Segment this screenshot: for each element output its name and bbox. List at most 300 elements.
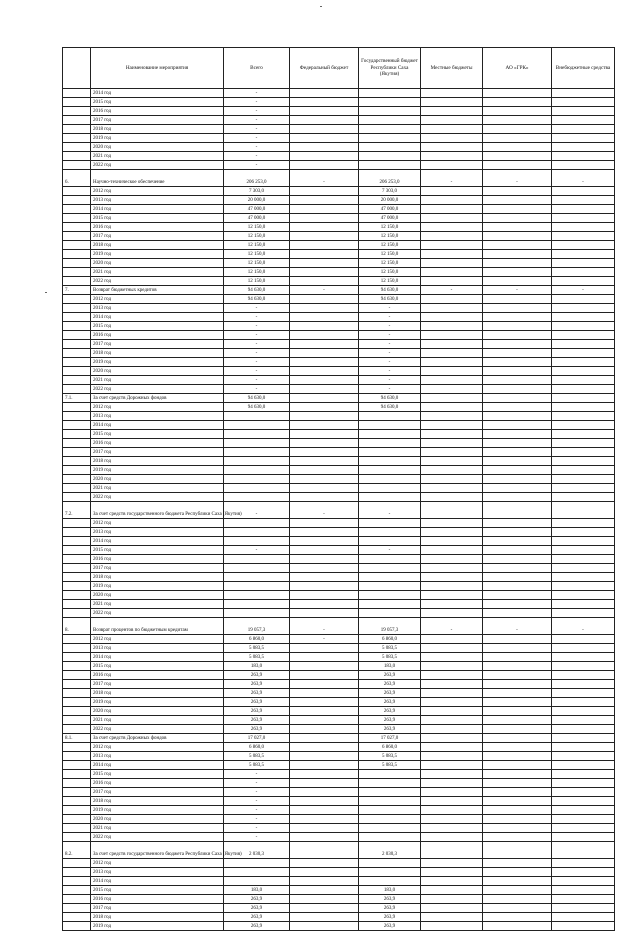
- row-state: -: [359, 502, 421, 519]
- row-activity: За счет средств Дорожных фондов: [91, 394, 224, 403]
- row-number: [63, 591, 91, 600]
- row-total: 263,9: [224, 895, 290, 904]
- row-total: -: [224, 116, 290, 125]
- row-local: [421, 421, 483, 430]
- table-row-year: [63, 591, 615, 600]
- row-extra: [552, 475, 615, 484]
- row-number: [63, 116, 91, 125]
- row-number: [63, 519, 91, 528]
- row-grk: [483, 457, 552, 466]
- table-row-year: [63, 214, 615, 223]
- row-state: [359, 457, 421, 466]
- row-extra: [552, 913, 615, 922]
- row-total: 17 027,0: [224, 734, 290, 743]
- row-number: [63, 466, 91, 475]
- table-row-item: [63, 734, 615, 743]
- row-activity: 2015 год: [91, 430, 224, 439]
- row-state: -: [359, 313, 421, 322]
- table-row-year: [63, 484, 615, 493]
- table-row-year: [63, 859, 615, 868]
- row-number: [63, 671, 91, 680]
- row-state: 7 303,0: [359, 187, 421, 196]
- row-number: [63, 439, 91, 448]
- table-row-year: [63, 457, 615, 466]
- row-grk: [483, 259, 552, 268]
- row-federal: [290, 116, 359, 125]
- row-number: [63, 331, 91, 340]
- row-federal: [290, 770, 359, 779]
- row-federal: -: [290, 618, 359, 635]
- table-row-year: [63, 815, 615, 824]
- row-total: -: [224, 797, 290, 806]
- row-grk: [483, 644, 552, 653]
- row-grk: [483, 662, 552, 671]
- row-state: 19 057,3: [359, 618, 421, 635]
- row-federal: [290, 421, 359, 430]
- row-grk: [483, 904, 552, 913]
- row-grk: [483, 555, 552, 564]
- row-state: 12 150,0: [359, 277, 421, 286]
- row-state: 12 150,0: [359, 223, 421, 232]
- row-extra: [552, 671, 615, 680]
- row-number: 7.1.: [63, 394, 91, 403]
- row-activity: 2016 год: [91, 779, 224, 788]
- table-row-year: [63, 358, 615, 367]
- row-state: [359, 484, 421, 493]
- table-row-year: [63, 152, 615, 161]
- row-federal: [290, 196, 359, 205]
- row-state: [359, 519, 421, 528]
- row-activity: 2018 год: [91, 457, 224, 466]
- row-federal: [290, 448, 359, 457]
- row-number: [63, 376, 91, 385]
- row-federal: [290, 644, 359, 653]
- row-activity: 2015 год: [91, 662, 224, 671]
- row-extra: [552, 277, 615, 286]
- row-federal: -: [290, 170, 359, 187]
- row-number: [63, 385, 91, 394]
- row-federal: [290, 493, 359, 502]
- table-row-year: [63, 689, 615, 698]
- row-activity: 2019 год: [91, 922, 224, 931]
- row-grk: [483, 134, 552, 143]
- table-row-year: [63, 600, 615, 609]
- row-activity: 2013 год: [91, 752, 224, 761]
- row-state: -: [359, 349, 421, 358]
- row-total: [224, 564, 290, 573]
- row-grk: [483, 277, 552, 286]
- table-row-year: [63, 833, 615, 842]
- row-total: 6 860,0: [224, 635, 290, 644]
- row-total: [224, 475, 290, 484]
- row-activity: 2020 год: [91, 815, 224, 824]
- row-local: [421, 680, 483, 689]
- row-grk: [483, 842, 552, 859]
- row-state: [359, 107, 421, 116]
- row-number: [63, 322, 91, 331]
- row-federal: [290, 689, 359, 698]
- row-number: [63, 824, 91, 833]
- row-extra: [552, 241, 615, 250]
- row-extra: [552, 573, 615, 582]
- col-header-grk: АО «ГРК»: [483, 48, 552, 89]
- row-local: [421, 295, 483, 304]
- table-row-year: [63, 707, 615, 716]
- row-state: 183,0: [359, 662, 421, 671]
- row-total: 5 083,5: [224, 752, 290, 761]
- row-grk: [483, 484, 552, 493]
- row-activity: 2021 год: [91, 484, 224, 493]
- row-extra: [552, 806, 615, 815]
- row-state: [359, 788, 421, 797]
- row-grk: -: [483, 618, 552, 635]
- table-row-year: [63, 770, 615, 779]
- row-number: [63, 349, 91, 358]
- row-state: [359, 859, 421, 868]
- row-federal: [290, 591, 359, 600]
- row-number: [63, 223, 91, 232]
- row-extra: [552, 877, 615, 886]
- row-total: 206 253,0: [224, 170, 290, 187]
- row-local: [421, 716, 483, 725]
- row-state: [359, 448, 421, 457]
- row-state: 5 083,5: [359, 761, 421, 770]
- row-number: [63, 134, 91, 143]
- row-grk: [483, 779, 552, 788]
- row-federal: [290, 913, 359, 922]
- scan-speck: [45, 292, 47, 293]
- row-extra: [552, 358, 615, 367]
- row-extra: [552, 430, 615, 439]
- row-federal: [290, 223, 359, 232]
- row-number: [63, 644, 91, 653]
- row-local: [421, 161, 483, 170]
- table-row-year: [63, 349, 615, 358]
- row-total: -: [224, 502, 290, 519]
- table-row-item: [63, 286, 615, 295]
- row-grk: [483, 546, 552, 555]
- row-state: [359, 770, 421, 779]
- row-total: [224, 421, 290, 430]
- row-local: [421, 671, 483, 680]
- table-row-year: [63, 161, 615, 170]
- row-local: [421, 107, 483, 116]
- row-federal: [290, 833, 359, 842]
- table-row-year: [63, 904, 615, 913]
- row-number: [63, 161, 91, 170]
- row-local: [421, 555, 483, 564]
- row-grk: [483, 707, 552, 716]
- row-local: [421, 205, 483, 214]
- row-local: [421, 116, 483, 125]
- row-local: [421, 143, 483, 152]
- table-row-year: [63, 886, 615, 895]
- col-header-state-budget: Государственный бюджет Республики Саха (Якутия): [359, 48, 421, 89]
- row-extra: [552, 761, 615, 770]
- row-grk: [483, 466, 552, 475]
- row-total: [224, 591, 290, 600]
- table-row-item: [63, 170, 615, 187]
- row-number: [63, 528, 91, 537]
- row-total: -: [224, 833, 290, 842]
- row-federal: [290, 698, 359, 707]
- row-federal: [290, 895, 359, 904]
- row-local: [421, 546, 483, 555]
- table-row-year: [63, 421, 615, 430]
- row-number: [63, 859, 91, 868]
- row-extra: [552, 582, 615, 591]
- row-number: [63, 877, 91, 886]
- table-row-year: [63, 412, 615, 421]
- row-local: [421, 779, 483, 788]
- row-total: [224, 600, 290, 609]
- table-header-row: [63, 48, 615, 89]
- row-number: [63, 421, 91, 430]
- row-number: [63, 125, 91, 134]
- row-federal: [290, 922, 359, 931]
- row-state: [359, 116, 421, 125]
- row-grk: [483, 313, 552, 322]
- row-extra: [552, 833, 615, 842]
- row-extra: [552, 376, 615, 385]
- row-grk: [483, 403, 552, 412]
- row-total: 12 150,0: [224, 259, 290, 268]
- row-activity: 2016 год: [91, 555, 224, 564]
- row-total: 5 083,5: [224, 761, 290, 770]
- row-extra: [552, 466, 615, 475]
- row-state: [359, 475, 421, 484]
- row-number: [63, 403, 91, 412]
- row-local: [421, 806, 483, 815]
- row-federal: [290, 842, 359, 859]
- row-federal: [290, 788, 359, 797]
- row-local: [421, 430, 483, 439]
- row-extra: [552, 824, 615, 833]
- table-row-year: [63, 295, 615, 304]
- row-grk: [483, 833, 552, 842]
- row-total: -: [224, 340, 290, 349]
- row-grk: [483, 250, 552, 259]
- table-row-year: [63, 205, 615, 214]
- row-extra: [552, 734, 615, 743]
- row-total: 12 150,0: [224, 223, 290, 232]
- row-state: -: [359, 358, 421, 367]
- row-grk: [483, 716, 552, 725]
- row-local: [421, 609, 483, 618]
- row-number: [63, 340, 91, 349]
- table-row-year: [63, 877, 615, 886]
- table-row-year: [63, 680, 615, 689]
- row-extra: [552, 689, 615, 698]
- row-grk: [483, 797, 552, 806]
- row-extra: [552, 644, 615, 653]
- table-row-year: [63, 824, 615, 833]
- row-extra: [552, 304, 615, 313]
- table-row-year: [63, 259, 615, 268]
- row-federal: [290, 761, 359, 770]
- row-federal: [290, 582, 359, 591]
- row-activity: 2020 год: [91, 143, 224, 152]
- row-local: [421, 698, 483, 707]
- row-number: [63, 582, 91, 591]
- row-federal: [290, 250, 359, 259]
- table-row-year: [63, 376, 615, 385]
- row-grk: -: [483, 170, 552, 187]
- row-federal: [290, 241, 359, 250]
- row-state: [359, 439, 421, 448]
- row-activity: 2022 год: [91, 277, 224, 286]
- row-state: -: [359, 385, 421, 394]
- row-extra: [552, 367, 615, 376]
- row-federal: [290, 259, 359, 268]
- row-grk: [483, 564, 552, 573]
- row-state: 12 150,0: [359, 232, 421, 241]
- table-row-year: [63, 609, 615, 618]
- row-federal: [290, 707, 359, 716]
- row-state: 12 150,0: [359, 268, 421, 277]
- row-grk: [483, 895, 552, 904]
- row-number: [63, 205, 91, 214]
- row-local: [421, 734, 483, 743]
- row-activity: 2019 год: [91, 806, 224, 815]
- row-number: [63, 815, 91, 824]
- row-state: [359, 412, 421, 421]
- row-federal: [290, 475, 359, 484]
- row-state: 20 000,0: [359, 196, 421, 205]
- row-local: [421, 904, 483, 913]
- row-activity: 2017 год: [91, 340, 224, 349]
- table-row-year: [63, 143, 615, 152]
- row-activity: 2018 год: [91, 241, 224, 250]
- row-local: [421, 842, 483, 859]
- row-number: [63, 833, 91, 842]
- row-state: 17 027,0: [359, 734, 421, 743]
- row-total: [224, 537, 290, 546]
- row-grk: [483, 725, 552, 734]
- row-grk: [483, 815, 552, 824]
- row-state: 263,9: [359, 698, 421, 707]
- row-activity: 2014 год: [91, 761, 224, 770]
- row-grk: [483, 770, 552, 779]
- row-total: 263,9: [224, 913, 290, 922]
- row-number: [63, 806, 91, 815]
- row-federal: [290, 268, 359, 277]
- row-local: [421, 223, 483, 232]
- row-extra: [552, 340, 615, 349]
- row-total: 12 150,0: [224, 277, 290, 286]
- table-row-year: [63, 761, 615, 770]
- table-row-year: [63, 313, 615, 322]
- row-total: 6 860,0: [224, 743, 290, 752]
- row-federal: [290, 89, 359, 98]
- row-state: 183,0: [359, 886, 421, 895]
- row-federal: [290, 904, 359, 913]
- row-total: -: [224, 313, 290, 322]
- row-state: 94 630,0: [359, 394, 421, 403]
- table-row-year: [63, 98, 615, 107]
- row-extra: [552, 89, 615, 98]
- row-total: 2 030,3: [224, 842, 290, 859]
- row-total: [224, 877, 290, 886]
- table-row-year: [63, 331, 615, 340]
- row-activity: 2014 год: [91, 89, 224, 98]
- row-activity: 2019 год: [91, 358, 224, 367]
- row-extra: -: [552, 170, 615, 187]
- row-activity: За счет средств Дорожных фондов: [91, 734, 224, 743]
- row-federal: [290, 815, 359, 824]
- row-extra: [552, 609, 615, 618]
- table-row-year: [63, 340, 615, 349]
- row-local: [421, 331, 483, 340]
- row-number: [63, 448, 91, 457]
- row-total: -: [224, 358, 290, 367]
- row-number: [63, 716, 91, 725]
- row-local: [421, 484, 483, 493]
- row-state: -: [359, 322, 421, 331]
- row-state: 47 000,0: [359, 205, 421, 214]
- row-federal: [290, 859, 359, 868]
- row-extra: -: [552, 286, 615, 295]
- row-extra: [552, 537, 615, 546]
- row-activity: 2013 год: [91, 304, 224, 313]
- row-state: 6 860,0: [359, 743, 421, 752]
- row-state: 263,9: [359, 725, 421, 734]
- row-activity: 2019 год: [91, 134, 224, 143]
- table-row-year: [63, 439, 615, 448]
- row-total: 94 630,0: [224, 295, 290, 304]
- row-state: [359, 161, 421, 170]
- table-row-year: [63, 913, 615, 922]
- row-local: [421, 277, 483, 286]
- row-local: [421, 268, 483, 277]
- row-number: [63, 196, 91, 205]
- row-federal: [290, 439, 359, 448]
- row-federal: [290, 716, 359, 725]
- row-extra: [552, 107, 615, 116]
- row-activity: 2012 год: [91, 859, 224, 868]
- row-number: [63, 232, 91, 241]
- row-federal: [290, 295, 359, 304]
- row-federal: [290, 349, 359, 358]
- row-extra: [552, 295, 615, 304]
- row-number: [63, 779, 91, 788]
- table-row-year: [63, 475, 615, 484]
- row-state: [359, 868, 421, 877]
- row-state: -: [359, 331, 421, 340]
- row-activity: 2015 год: [91, 214, 224, 223]
- row-activity: 2014 год: [91, 877, 224, 886]
- row-number: [63, 564, 91, 573]
- row-grk: [483, 412, 552, 421]
- row-total: 263,9: [224, 698, 290, 707]
- row-extra: [552, 98, 615, 107]
- row-federal: [290, 824, 359, 833]
- row-activity: 2020 год: [91, 707, 224, 716]
- row-state: 12 150,0: [359, 250, 421, 259]
- row-federal: [290, 797, 359, 806]
- row-local: [421, 913, 483, 922]
- row-total: 263,9: [224, 680, 290, 689]
- row-grk: [483, 743, 552, 752]
- row-total: 94 630,0: [224, 394, 290, 403]
- row-federal: [290, 743, 359, 752]
- row-extra: [552, 331, 615, 340]
- row-state: [359, 152, 421, 161]
- row-local: [421, 877, 483, 886]
- table-row-year: [63, 223, 615, 232]
- row-federal: [290, 528, 359, 537]
- row-state: [359, 806, 421, 815]
